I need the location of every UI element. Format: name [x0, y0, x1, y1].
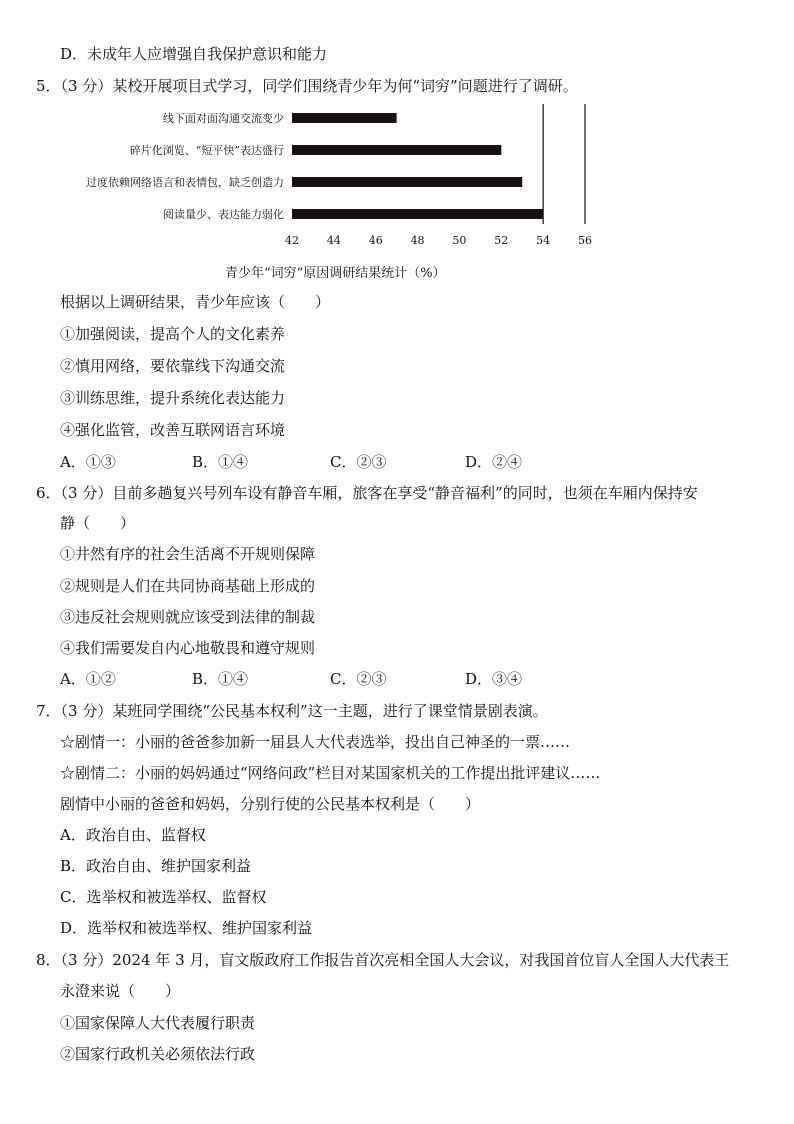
q5-bar-chart: [86, 100, 620, 290]
q6-stem-line1: 6．（3 分）目前多趟复兴号列车设有静音车厢，旅客在享受“静音福利”的同时，也须在车厢内保持安: [36, 484, 698, 502]
q8-item-1: ①国家保障人大代表履行职责: [60, 1014, 256, 1032]
chart-canvas: [86, 100, 620, 260]
q7-stem: 7．（3 分）某班同学围绕“公民基本权利”这一主题，进行了课堂情景剧表演。: [36, 702, 548, 720]
q5-option-d[interactable]: D．②④: [465, 453, 523, 471]
q5-option-a[interactable]: A．①③: [60, 453, 116, 471]
chart-x-tick-label: 48: [410, 234, 425, 247]
q7-option-b[interactable]: B．政治自由、维护国家利益: [60, 857, 252, 875]
q5-stem: 5．（3 分）某校开展项目式学习，同学们围绕青少年为何“词穷”问题进行了调研。: [36, 77, 578, 95]
q8-item-2: ②国家行政机关必须依法行政: [60, 1045, 256, 1063]
chart-x-tick-label: 42: [285, 234, 299, 247]
q5-item-2: ②慎用网络，要依靠线下沟通交流: [60, 357, 286, 375]
chart-bar: [292, 177, 522, 187]
q6-item-3: ③违反社会规则就应该受到法律的制裁: [60, 608, 316, 626]
chart-x-tick-label: 46: [368, 234, 383, 247]
q8-stem-line2: 永澄来说（ ）: [60, 982, 181, 1000]
q5-option-c[interactable]: C．②③: [330, 453, 387, 471]
chart-bar: [292, 209, 543, 219]
chart-x-tick-label: 44: [326, 234, 341, 247]
q5-item-3: ③训练思维，提升系统化表达能力: [60, 389, 286, 407]
q7-option-d[interactable]: D．选举权和被选举权、维护国家利益: [60, 919, 313, 937]
chart-category-label: 线下面对面沟通交流变少: [163, 112, 284, 125]
q6-item-1: ①井然有序的社会生活离不开规则保障: [60, 545, 316, 563]
q8-stem-line1: 8．（3 分）2024 年 3 月，盲文版政府工作报告首次亮相全国人大会议，对我国首位盲人全国人大代表王: [36, 951, 730, 969]
q7-scene-2: ☆剧情二：小丽的妈妈通过“网络问政”栏目对某国家机关的工作提出批评建议……: [60, 764, 601, 782]
q6-stem-line2: 静（ ）: [60, 514, 136, 532]
chart-category-label: 阅读量少、表达能力弱化: [163, 208, 284, 221]
chart-x-tick-label: 52: [494, 234, 509, 247]
q7-question: 剧情中小丽的爸爸和妈妈，分别行使的公民基本权利是（ ）: [60, 795, 481, 813]
chart-title: 青少年“词穷”原因调研结果统计（%）: [225, 266, 446, 281]
chart-bar: [292, 145, 501, 155]
q4-option-d: D．未成年人应增强自我保护意识和能力: [60, 45, 328, 63]
chart-x-tick-label: 54: [536, 234, 551, 247]
chart-x-tick-label: 56: [578, 234, 592, 247]
chart-category-label: 过度依赖网络语言和表情包，缺乏创造力: [86, 176, 284, 189]
q6-option-d[interactable]: D．③④: [465, 670, 523, 688]
q7-scene-1: ☆剧情一：小丽的爸爸参加新一届县人大代表选举，投出自己神圣的一票……: [60, 733, 571, 751]
q7-option-c[interactable]: C．选举权和被选举权、监督权: [60, 888, 267, 906]
q7-option-a[interactable]: A．政治自由、监督权: [60, 826, 206, 844]
q5-question: 根据以上调研结果，青少年应该（ ）: [60, 293, 331, 311]
q5-item-4: ④强化监管，改善互联网语言环境: [60, 421, 286, 439]
q6-option-c[interactable]: C．②③: [330, 670, 387, 688]
chart-x-tick-label: 50: [452, 234, 467, 247]
q6-item-4: ④我们需要发自内心地敬畏和遵守规则: [60, 639, 316, 657]
q5-item-1: ①加强阅读，提高个人的文化素养: [60, 325, 286, 343]
chart-category-label: 碎片化浏览、“短平快”表达盛行: [129, 144, 284, 157]
q6-item-2: ②规则是人们在共同协商基础上形成的: [60, 577, 316, 595]
q6-option-a[interactable]: A．①②: [60, 670, 116, 688]
q6-option-b[interactable]: B．①④: [192, 670, 249, 688]
chart-bar: [292, 113, 397, 123]
q5-option-b[interactable]: B．①④: [192, 453, 249, 471]
